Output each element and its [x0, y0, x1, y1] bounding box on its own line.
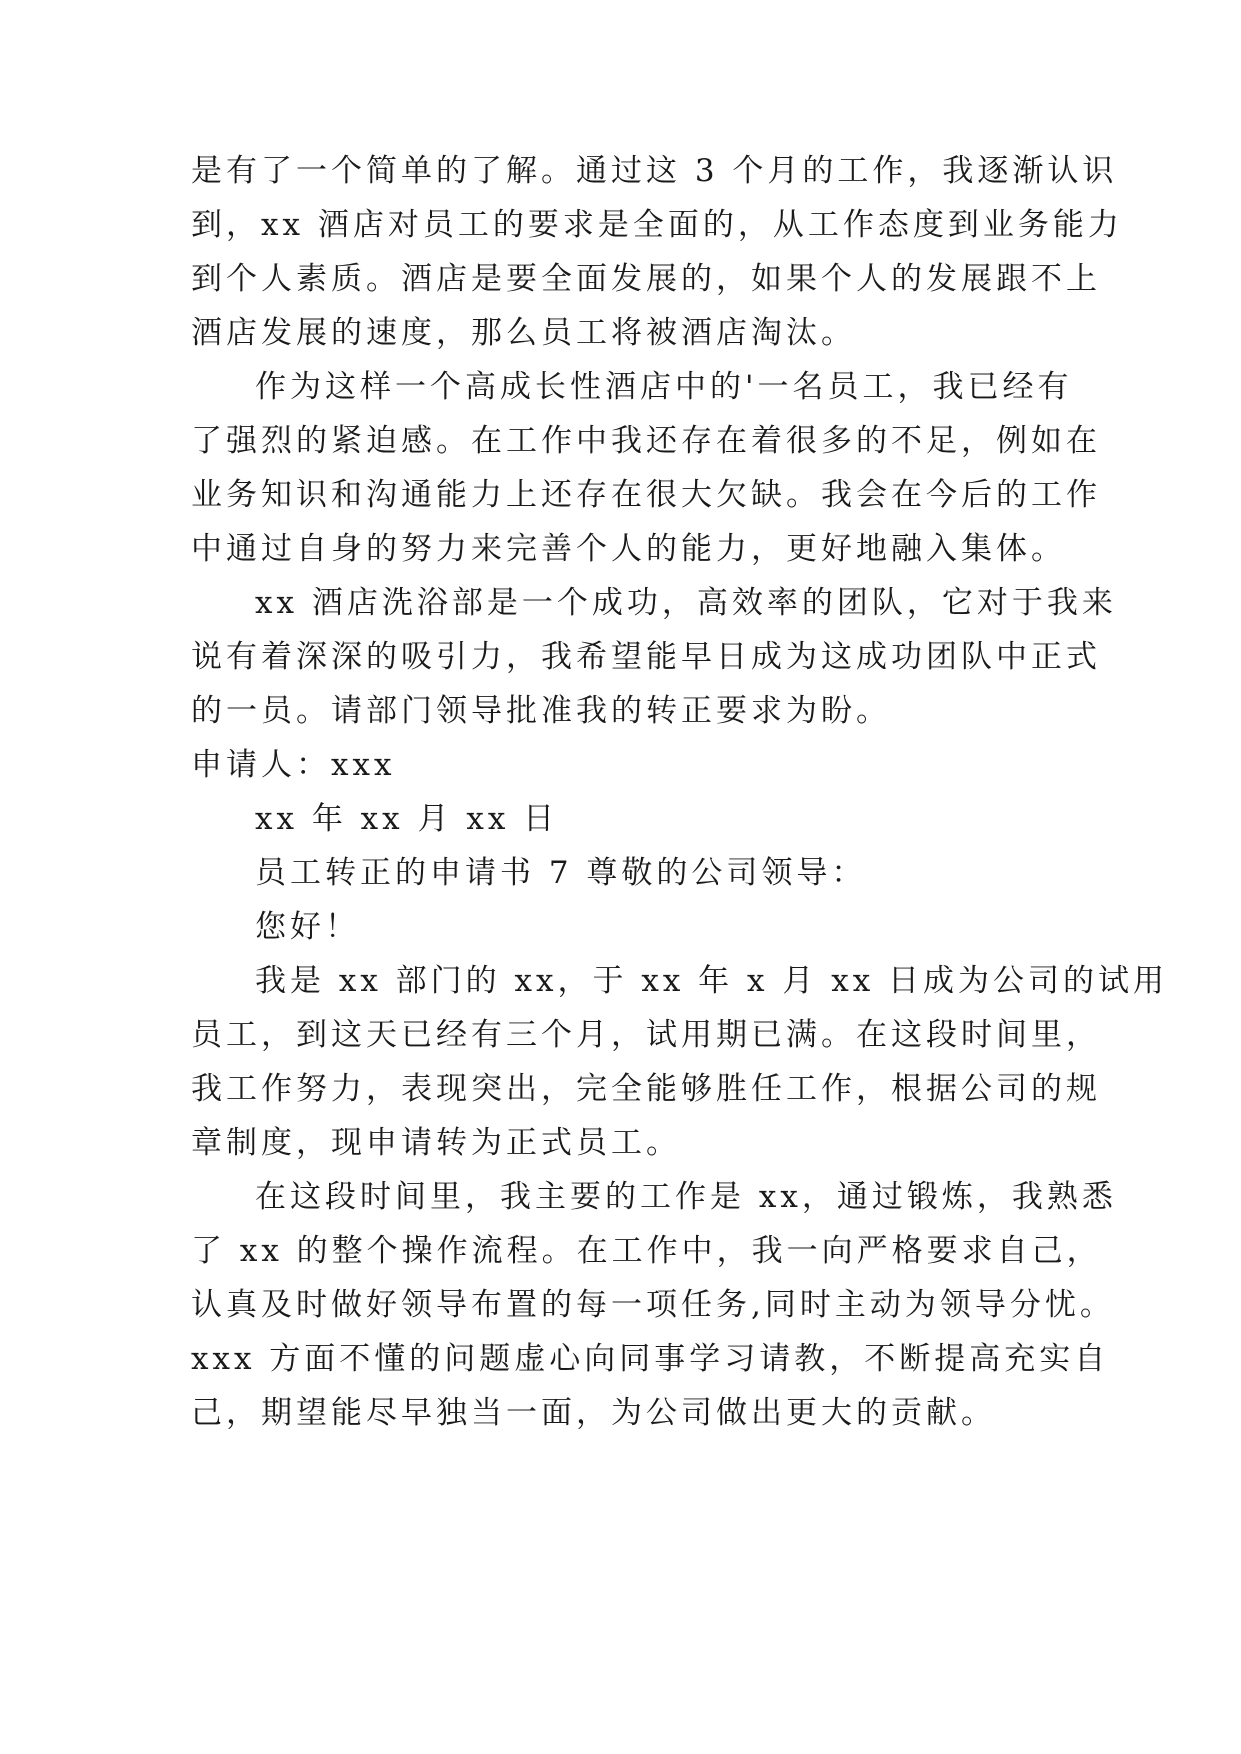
paragraph-first-line: 作为这样一个高成长性酒店中的'一名员工，我已经有: [255, 369, 1073, 405]
text-line: 是有了一个简单的了解。通过这 3 个月的工作，我逐渐认识: [191, 153, 1118, 189]
text-line: 说有着深深的吸引力，我希望能早日成为这成功团队中正式: [191, 639, 1101, 675]
letter-heading: 员工转正的申请书 7 尊敬的公司领导：: [255, 855, 867, 891]
text-line: 己，期望能尽早独当一面，为公司做出更大的贡献。: [191, 1395, 996, 1431]
text-line: xxx 方面不懂的问题虚心向同事学习请教，不断提高充实自: [191, 1341, 1110, 1377]
text-line: 了强烈的紧迫感。在工作中我还存在着很多的不足，例如在: [191, 423, 1101, 459]
greeting-line: 您好！: [255, 909, 360, 945]
text-line: 酒店发展的速度，那么员工将被酒店淘汰。: [191, 315, 856, 351]
text-line: 中通过自身的努力来完善个人的能力，更好地融入集体。: [191, 531, 1066, 567]
paragraph-first-line: 我是 xx 部门的 xx，于 xx 年 x 月 xx 日成为公司的试用: [255, 963, 1169, 999]
text-line: 业务知识和沟通能力上还存在很大欠缺。我会在今后的工作: [191, 477, 1101, 513]
paragraph-first-line: 在这段时间里，我主要的工作是 xx，通过锻炼，我熟悉: [255, 1179, 1117, 1215]
applicant-line: 申请人：xxx: [191, 747, 396, 783]
text-line: 章制度，现申请转为正式员工。: [191, 1125, 681, 1161]
text-line: 员工，到这天已经有三个月，试用期已满。在这段时间里，: [191, 1017, 1101, 1053]
paragraph-first-line: xx 酒店洗浴部是一个成功，高效率的团队，它对于我来: [255, 585, 1117, 621]
text-line: 的一员。请部门领导批准我的转正要求为盼。: [191, 693, 891, 729]
text-line: 了 xx 的整个操作流程。在工作中，我一向严格要求自己，: [191, 1233, 1102, 1269]
date-line: xx 年 xx 月 xx 日: [255, 801, 559, 837]
text-line: 到，xx 酒店对员工的要求是全面的，从工作态度到业务能力: [191, 207, 1123, 243]
text-line: 到个人素质。酒店是要全面发展的，如果个人的发展跟不上: [191, 261, 1101, 297]
text-line: 我工作努力，表现突出，完全能够胜任工作，根据公司的规: [191, 1071, 1101, 1107]
text-line: 认真及时做好领导布置的每一项任务,同时主动为领导分忧。: [191, 1287, 1115, 1323]
